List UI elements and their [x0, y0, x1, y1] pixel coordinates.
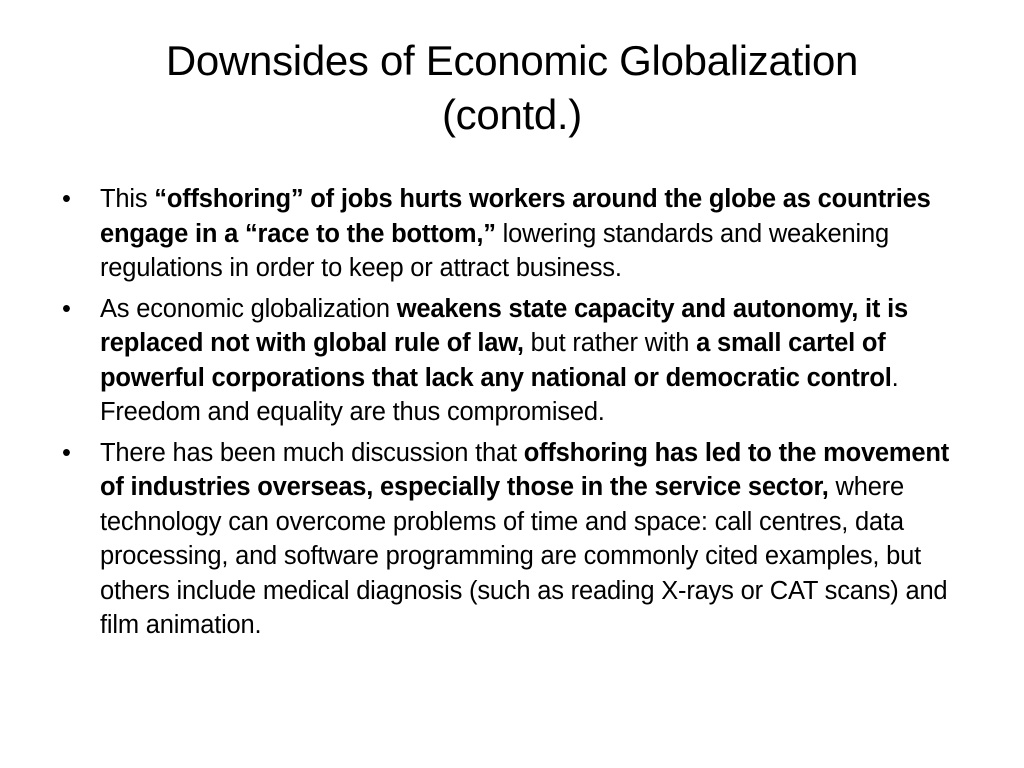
- text-run: but rather with: [523, 329, 697, 357]
- bullet-state-capacity: [62, 292, 968, 430]
- bullet-text: [100, 185, 931, 282]
- bullet-dot-icon: •: [62, 438, 71, 467]
- title-line-2: (contd.): [442, 91, 582, 138]
- text-run: This: [100, 185, 155, 213]
- text-run-bold: “offshoring” of jobs hurts workers around the globe as countries engage in a “race to the bottom,”: [100, 185, 931, 248]
- bullet-text: [100, 439, 949, 640]
- text-run: lowering standards and weakening regulations in order to keep or attract business.: [100, 219, 889, 282]
- text-run-bold: a small cartel of powerful corporations that lack any national or democratic control: [100, 329, 892, 392]
- bullet-offshoring-jobs: [62, 182, 968, 286]
- text-run: . Freedom and equality are thus compromised.: [100, 363, 899, 426]
- title-line-1: Downsides of Economic Globalization: [165, 37, 859, 84]
- text-run-bold: weakens state capacity and autonomy, it is replaced not with global rule of law,: [100, 294, 908, 357]
- text-run: There has been much discussion that: [100, 438, 524, 467]
- bullet-dot-icon: •: [62, 294, 71, 323]
- bullet-dot-icon: •: [62, 185, 71, 213]
- text-run: where technology can overcome problems of time and space: call centres, data processing, and software programming are commonly cited examples, but others include medical diagnosis (such as reading X-rays or CAT scans) and film animation.: [100, 473, 948, 639]
- bullet-text: [100, 295, 908, 427]
- text-run-bold: offshoring has led to the movement of industries overseas, especially those in the service sector,: [100, 438, 950, 501]
- bullet-service-sector: [62, 436, 968, 643]
- slide-title: [60, 34, 964, 142]
- text-run: As economic globalization: [100, 294, 397, 323]
- bullet-list: [62, 182, 968, 649]
